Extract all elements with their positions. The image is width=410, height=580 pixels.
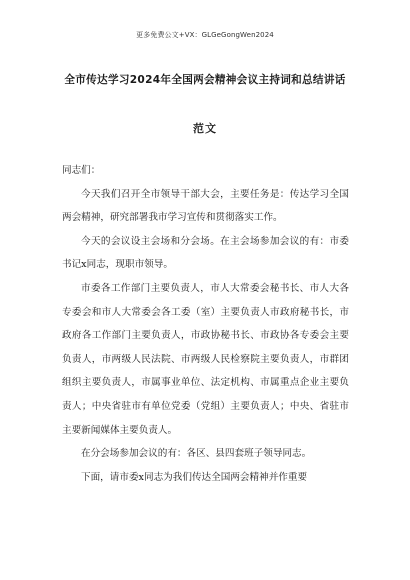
paragraph: 市委各工作部门主要负责人，市人大常委会秘书长、市人大各专委会和市人大常委会各工委（室）主要负责人市政府秘书长，市政府各工作部门主要负责人，市政协秘书长、市政协各专委会主要负责人，市两级人民法院、市两级人民检察院主要负责人，市群团组织主要负责人，市属事业单位、法定机构、市属重点企业主要负责人；中央省驻市有单位党委（党组）主要负责人；中央、省驻市主要新闻媒体主要负责人。 [62,282,349,436]
document-subtitle: 范文 [193,122,217,135]
document-body [62,159,349,489]
paragraph: 今天的会议设主会场和分会场。在主会场参加会议的有：市委书记x同志，现职市领导。 [62,235,349,271]
paragraph: 今天我们召开全市领导干部大会，主要任务是：传达学习全国两会精神，研究部署我市学习宣传和贯彻落实工作。 [62,188,349,224]
paragraph: 下面，请市委x同志为我们传达全国两会精神并作重要 [81,471,308,483]
paragraph: 在分会场参加会议的有：各区、县四套班子领导同志。 [81,448,312,460]
document-title: 全市传达学习2024年全国两会精神会议主持词和总结讲话 [64,74,346,86]
header-note: 更多免费公文+VX：GLGeGongWen2024 [136,31,274,39]
salutation: 同志们： [62,165,101,176]
